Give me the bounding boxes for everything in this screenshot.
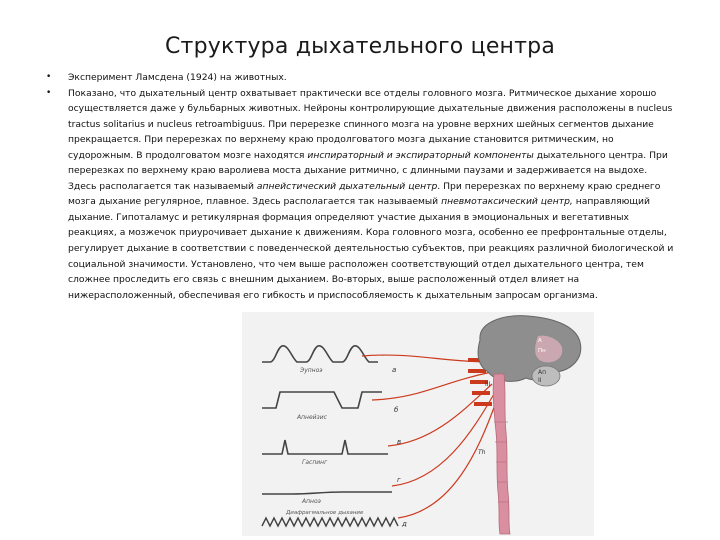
bullet-text: Эксперимент Ламсдена (1924) на животных. [68, 72, 287, 83]
brain-label-th: Тh [478, 449, 486, 456]
trace-label-apneusis: Апнейзис [297, 414, 327, 421]
cut-label-d: д [402, 520, 407, 528]
bullet-text-part: направляющий дыхание. Гипоталамус и ретикулярная формация определяют участие дыхания в эмоциональных и вегетативных реакциях, а мозжечок приурочивает дыхание к движениям. Кора головного мозга, особенно ее префронтальные отделы, регулирует дыхание в соответствии с поведенческой деятельностью субъектов, при реакциях различной биологической и социальной значимости. Установлено, что чем выше расположен соответствующий отдел дыхательного центра, тем сложнее проследить его связь с внешним дыханием. Во-вторых, выше расположенный отдел влияет на нижерасположенный, обеспечивая его гибкость и приспособляемость к дыхательным запросам организма. [68, 196, 674, 301]
cut-label-v: в [397, 438, 402, 446]
brain-label-a: А [538, 338, 542, 344]
emphasis-apneustic-center: апнейстический дыхательный центр [256, 180, 438, 192]
bullet-item-2 [46, 86, 678, 304]
brainstem-transection-figure [242, 312, 594, 536]
bullet-text-part: . При перерезках по верхнему краю среднего мозга дыхание регулярное, плавное. Здесь располагается так называемый [68, 180, 661, 208]
brain-label-ii: II [538, 377, 542, 384]
bullet-list [46, 70, 678, 303]
cut-label-b: б [394, 406, 399, 414]
bullet-text-part: дыхательного центра. При перерезках по верхнему краю варолиева моста дыхание ритмично, с длинными паузами и задерживается на выдохе. Здесь располагается так называемый [68, 149, 668, 192]
trace-label-apnea: Апноэ [302, 498, 321, 505]
transection-marker [468, 369, 486, 373]
transection-marker [472, 391, 490, 395]
transection-marker [474, 402, 492, 406]
brain-label-iii: III [485, 381, 491, 388]
trace-label-diaphragmatic: Диафрагмальное дыхание [286, 510, 364, 516]
cut-label-g: г [397, 476, 401, 484]
trace-label-gasping: Гаспинг [302, 459, 328, 466]
brain-label-pn: Пн [538, 348, 546, 354]
emphasis-inspiratory-expiratory: инспираторный и экспираторный компоненты [307, 149, 534, 161]
brain-label-ap: Ап [538, 369, 547, 376]
emphasis-pneumotaxic-center: пневмотаксический центр, [441, 196, 573, 208]
bullet-item-1 [46, 70, 678, 86]
slide-title: Структура дыхательного центра [165, 34, 555, 59]
trace-label-eupnea: Эупноэ [300, 367, 323, 374]
cut-label-a: а [392, 366, 397, 374]
bullet-text-part: Показано, что дыхательный центр охватывает практически все отделы головного мозга. Ритмическое дыхание хорошо осуществляется даже у бульбарных животных. Нейроны контролирующие дыхательные движения расположены в nucleus tractus solitarius и nucleus retroambiguus. При перерезке спинного мозга на уровне верхних шейных сегментов дыхание прекращается. При перерезках по верхнему краю продолговатого мозга дыхание становится ритмическим, но судорожным. В продолговатом мозге находятся [68, 87, 673, 161]
